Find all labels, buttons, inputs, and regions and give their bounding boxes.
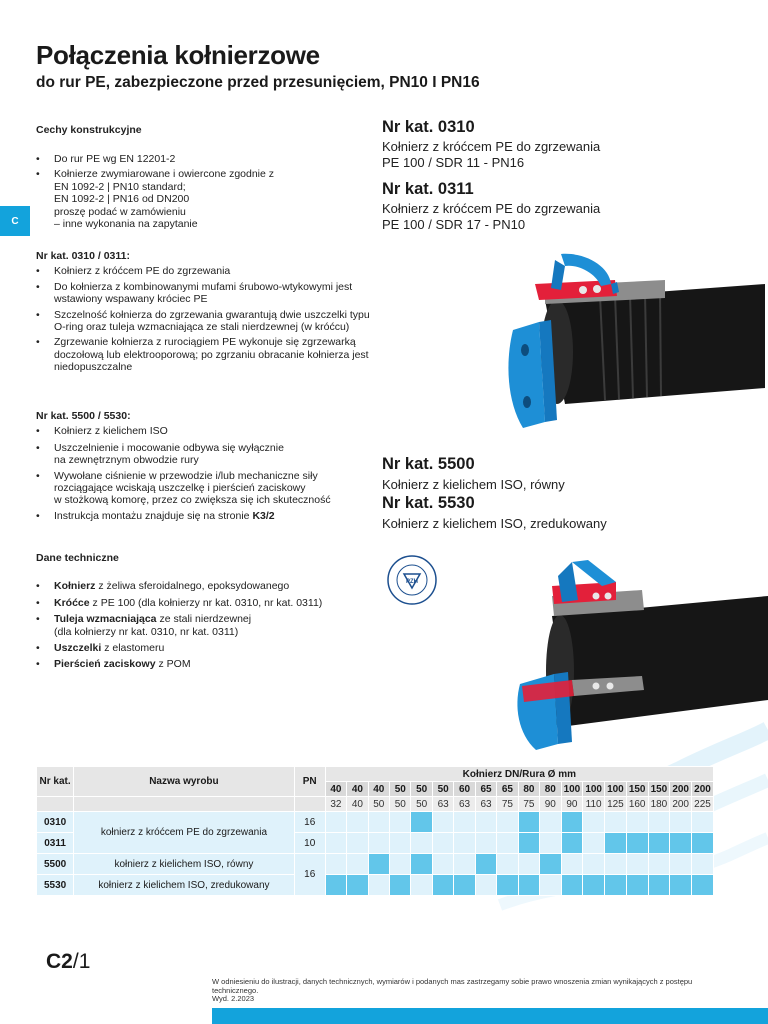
tech-item-bold: Tuleja wzmacniająca xyxy=(54,613,157,626)
tech-item xyxy=(36,580,371,592)
availability-cell-empty xyxy=(347,833,368,854)
availability-cell-empty xyxy=(692,812,714,833)
rura-cell: 180 xyxy=(648,797,670,812)
features-list xyxy=(36,153,371,230)
features-section xyxy=(36,124,371,136)
feature-line: • Kołnierze zwymiarowane i owiercone zgodnie z xyxy=(54,168,275,181)
footer-bar xyxy=(212,1008,768,1024)
list-item: • Kołnierz z króćcem PE do zgrzewania xyxy=(36,265,371,277)
dn-cell: 65 xyxy=(475,782,496,797)
tech-item-bold: Króćce xyxy=(54,596,90,609)
dn-cell: 65 xyxy=(497,782,518,797)
row-name: kołnierz z kielichem ISO, równy xyxy=(74,854,295,875)
rura-cell: 225 xyxy=(692,797,714,812)
tech-item-text: z elastomeru xyxy=(101,642,165,655)
table-row xyxy=(37,875,714,896)
list-line: • Wywołane ciśnienie w przewodzie i/lub mechaniczne siły xyxy=(54,469,318,482)
availability-cell-available xyxy=(411,812,432,833)
product-desc: Kołnierz z kielichem ISO, zredukowany xyxy=(382,516,607,531)
page-number xyxy=(46,950,90,974)
rura-cell: 90 xyxy=(540,797,561,812)
availability-cell-available xyxy=(605,833,627,854)
availability-cell-available xyxy=(583,875,605,896)
availability-cell-available xyxy=(518,875,539,896)
row-nr: 5500 xyxy=(37,854,74,875)
availability-cell-empty xyxy=(325,854,346,875)
row-pn: 16 xyxy=(294,854,325,896)
dn-cell: 60 xyxy=(454,782,475,797)
availability-cell-empty xyxy=(475,812,496,833)
tech-item-bold: Kołnierz xyxy=(54,580,96,593)
features-heading: Cechy konstrukcyjne xyxy=(36,124,142,136)
availability-cell-empty xyxy=(670,812,692,833)
dn-cell: 200 xyxy=(670,782,692,797)
availability-cell-empty xyxy=(583,812,605,833)
feature-item xyxy=(36,168,371,230)
dn-cell: 150 xyxy=(626,782,648,797)
feature-line: EN 1092-2 | PN16 od DN200 xyxy=(54,193,190,206)
availability-cell-empty xyxy=(390,833,411,854)
dn-cell: 80 xyxy=(540,782,561,797)
availability-cell-empty xyxy=(626,812,648,833)
availability-cell-empty xyxy=(475,875,496,896)
tech-item-text: z POM xyxy=(155,658,191,671)
tech-item-bold: Pierścień zaciskowy xyxy=(54,658,156,671)
dn-cell: 150 xyxy=(648,782,670,797)
feature-line: proszę podać w zamówieniu xyxy=(54,205,186,218)
rura-cell: 200 xyxy=(670,797,692,812)
availability-cell-empty xyxy=(347,812,368,833)
rura-cell: 40 xyxy=(347,797,368,812)
product-kat: Nr kat. 0310 xyxy=(382,118,475,136)
badge-mark: PZH xyxy=(406,579,418,585)
rura-cell: 50 xyxy=(368,797,389,812)
availability-cell-available xyxy=(347,875,368,896)
availability-cell-available xyxy=(518,812,539,833)
availability-cell-empty xyxy=(670,854,692,875)
list-text: Instrukcja montażu znajduje się na stronie xyxy=(54,509,253,522)
rura-cell: 75 xyxy=(518,797,539,812)
list-line: na zewnętrznym obwodzie rury xyxy=(54,454,199,467)
tech-item xyxy=(36,658,371,670)
feature-line: – inne wykonania na zapytanie xyxy=(54,218,198,231)
availability-cell-available xyxy=(670,875,692,896)
product-desc: Kołnierz z króćcem PE do zgrzewania xyxy=(382,201,601,216)
header-name: Nazwa wyrobu xyxy=(74,767,295,797)
availability-cell-available xyxy=(561,812,583,833)
availability-cell-empty xyxy=(454,833,475,854)
availability-cell-available xyxy=(561,875,583,896)
availability-cell-empty xyxy=(432,833,453,854)
list-item xyxy=(36,510,371,522)
availability-cell-empty xyxy=(540,833,561,854)
rura-cell: 63 xyxy=(432,797,453,812)
availability-cell-available xyxy=(540,854,561,875)
row-nr: 0311 xyxy=(37,833,74,854)
availability-cell-empty xyxy=(454,854,475,875)
row-nr: 0310 xyxy=(37,812,74,833)
dn-cell: 80 xyxy=(518,782,539,797)
rura-cell: 63 xyxy=(454,797,475,812)
availability-cell-empty xyxy=(325,812,346,833)
rura-cell: 32 xyxy=(325,797,346,812)
availability-cell-empty xyxy=(648,854,670,875)
availability-cell-empty xyxy=(648,812,670,833)
section-0310-heading: Nr kat. 0310 / 0311: xyxy=(36,250,130,262)
tech-item-text: z PE 100 (dla kołnierzy nr kat. 0310, nr kat. 0311) xyxy=(89,596,323,609)
availability-cell-empty xyxy=(411,833,432,854)
product-0311 xyxy=(382,180,742,232)
page-ref-link[interactable]: K3/2 xyxy=(252,509,275,522)
availability-cell-empty xyxy=(605,854,627,875)
availability-cell-available xyxy=(605,875,627,896)
tech-heading: Dane techniczne xyxy=(36,552,119,564)
availability-cell-empty xyxy=(368,812,389,833)
availability-cell-empty xyxy=(497,854,518,875)
list-line: rozciągające wciskają uszczelkę i pierścień zaciskowy xyxy=(54,482,306,495)
disclaimer-text: W odniesieniu do ilustracji, danych technicznych, wymiarów i podanych mas zastrzegamy sobie prawo wnoszenia zmian wynikających z postępu technicznego. xyxy=(212,977,693,995)
availability-cell-available xyxy=(626,875,648,896)
product-kat: Nr kat. 5500 xyxy=(382,455,475,473)
product-0310 xyxy=(382,118,742,170)
product-desc: PE 100 / SDR 11 - PN16 xyxy=(382,154,525,170)
availability-cell-empty xyxy=(411,875,432,896)
availability-cell-available xyxy=(561,833,583,854)
row-pn: 10 xyxy=(294,833,325,854)
dn-cell: 40 xyxy=(325,782,346,797)
page-subtitle: do rur PE, zabezpieczone przed przesunięciem, PN10 I PN16 xyxy=(36,74,480,91)
dn-cell: 50 xyxy=(411,782,432,797)
availability-cell-empty xyxy=(518,854,539,875)
dn-cell: 50 xyxy=(390,782,411,797)
edition-text: Wyd. 2.2023 xyxy=(212,994,255,1003)
availability-cell-empty xyxy=(497,812,518,833)
rura-cell: 110 xyxy=(583,797,605,812)
availability-cell-available xyxy=(411,854,432,875)
availability-cell-empty xyxy=(692,854,714,875)
availability-cell-available xyxy=(390,875,411,896)
availability-cell-available xyxy=(325,875,346,896)
tech-item xyxy=(36,613,371,638)
rura-cell: 125 xyxy=(605,797,627,812)
header-spacer xyxy=(294,797,325,812)
header-nr: Nr kat. xyxy=(37,767,74,797)
availability-cell-available xyxy=(432,875,453,896)
header-spacer xyxy=(37,797,74,812)
tech-item-line2: (dla kołnierzy nr kat. 0310, nr kat. 0311) xyxy=(54,625,239,638)
rura-cell: 50 xyxy=(411,797,432,812)
page-title: Połączenia kołnierzowe xyxy=(36,40,320,70)
page-num: /1 xyxy=(72,950,91,973)
product-kat: Nr kat. 5530 xyxy=(382,494,475,512)
page-code: C2 xyxy=(46,950,73,973)
availability-cell-empty xyxy=(347,854,368,875)
tech-item xyxy=(36,597,371,609)
header-pn: PN xyxy=(294,767,325,797)
availability-cell-empty xyxy=(454,812,475,833)
table-row xyxy=(37,854,714,875)
dn-cell: 40 xyxy=(347,782,368,797)
flange-0310-image xyxy=(505,252,765,430)
availability-cell-empty xyxy=(561,854,583,875)
product-5530 xyxy=(382,494,742,532)
rura-cell: 75 xyxy=(497,797,518,812)
list-item: • Szczelność kołnierza do zgrzewania gwarantują dwie uszczelki typu O-ring oraz tuleja wzmacniająca ze stali nierdzewnej (w króćcu) xyxy=(36,309,371,334)
product-desc: Kołnierz z kielichem ISO, równy xyxy=(382,477,565,492)
product-desc: PE 100 / SDR 17 - PN10 xyxy=(382,216,526,232)
list-line: w stożkową komorę, przez co zwiększa się ich skuteczność xyxy=(54,494,331,507)
section-5500 xyxy=(36,410,371,522)
list-line: • Uszczelnienie i mocowanie odbywa się wyłącznie xyxy=(54,441,284,454)
availability-cell-empty xyxy=(583,854,605,875)
availability-cell-available xyxy=(475,854,496,875)
product-5500 xyxy=(382,455,742,493)
footer-disclaimer xyxy=(212,978,732,1004)
list-item: • Kołnierz z kielichem ISO xyxy=(36,425,371,437)
availability-cell-available xyxy=(497,875,518,896)
row-name: kołnierz z kielichem ISO, zredukowany xyxy=(74,875,295,896)
availability-cell-empty xyxy=(583,833,605,854)
product-table xyxy=(36,766,714,896)
dn-cell: 40 xyxy=(368,782,389,797)
availability-cell-available xyxy=(518,833,539,854)
feature-line: EN 1092-2 | PN10 standard; xyxy=(54,180,186,193)
availability-cell-empty xyxy=(626,854,648,875)
availability-cell-empty xyxy=(540,875,561,896)
certification-icon xyxy=(386,554,438,606)
header-group: Kołnierz DN/Rura Ø mm xyxy=(325,767,713,782)
tech-section xyxy=(36,552,371,671)
availability-cell-available xyxy=(670,833,692,854)
feature-item: • Do rur PE wg EN 12201-2 xyxy=(36,153,371,165)
availability-cell-available xyxy=(454,875,475,896)
tech-item-text: ze stali nierdzewnej xyxy=(156,613,252,626)
dn-cell: 50 xyxy=(432,782,453,797)
availability-cell-empty xyxy=(497,833,518,854)
list-item xyxy=(36,442,371,467)
list-item: • Do kołnierza z kombinowanymi mufami śrubowo-wtykowymi jest wstawiony wspawany króciec PE xyxy=(36,281,371,306)
availability-cell-empty xyxy=(540,812,561,833)
tech-item-bold: Uszczelki xyxy=(54,642,102,655)
availability-cell-empty xyxy=(368,875,389,896)
rura-cell: 63 xyxy=(475,797,496,812)
availability-cell-available xyxy=(692,875,714,896)
list-item xyxy=(36,470,371,507)
row-pn: 16 xyxy=(294,812,325,833)
availability-cell-available xyxy=(648,875,670,896)
product-kat: Nr kat. 0311 xyxy=(382,180,474,198)
section-0310 xyxy=(36,250,371,374)
availability-cell-empty xyxy=(390,854,411,875)
table-row xyxy=(37,812,714,833)
section-5500-heading: Nr kat. 5500 / 5530: xyxy=(36,410,131,422)
rura-cell: 160 xyxy=(626,797,648,812)
certification-badge xyxy=(386,554,438,606)
row-name: kołnierz z króćcem PE do zgrzewania xyxy=(74,812,295,854)
list-item: • Zgrzewanie kołnierza z rurociągiem PE wykonuje się zgrzewarką doczołową lub elektrooporową; po zgrzaniu obracanie kołnierza jest niedopuszczalne xyxy=(36,336,371,373)
availability-cell-empty xyxy=(368,833,389,854)
availability-cell-empty xyxy=(475,833,496,854)
availability-cell-empty xyxy=(605,812,627,833)
section-tab[interactable]: C xyxy=(0,206,30,236)
availability-cell-empty xyxy=(390,812,411,833)
dn-cell: 200 xyxy=(692,782,714,797)
row-nr: 5530 xyxy=(37,875,74,896)
product-desc: Kołnierz z króćcem PE do zgrzewania xyxy=(382,139,601,154)
availability-cell-empty xyxy=(325,833,346,854)
availability-cell-available xyxy=(692,833,714,854)
tech-item-text: z żeliwa sferoidalnego, epoksydowanego xyxy=(95,580,290,593)
tech-item xyxy=(36,642,371,654)
dn-cell: 100 xyxy=(583,782,605,797)
availability-cell-empty xyxy=(432,854,453,875)
rura-cell: 50 xyxy=(390,797,411,812)
availability-cell-available xyxy=(648,833,670,854)
header-spacer xyxy=(74,797,295,812)
availability-cell-available xyxy=(368,854,389,875)
dn-cell: 100 xyxy=(561,782,583,797)
rura-cell: 90 xyxy=(561,797,583,812)
availability-cell-available xyxy=(626,833,648,854)
dn-cell: 100 xyxy=(605,782,627,797)
availability-cell-empty xyxy=(432,812,453,833)
